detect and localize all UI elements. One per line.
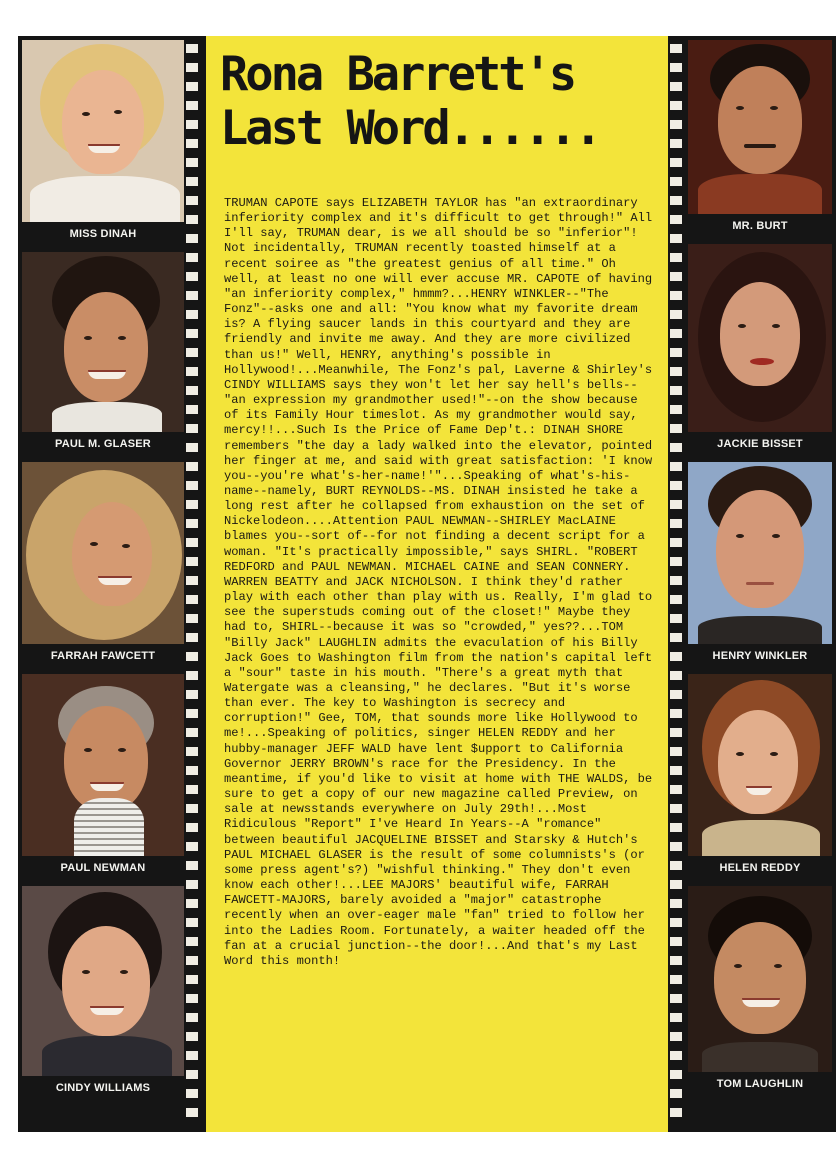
caption-farrah-fawcett: FARRAH FAWCETT — [22, 644, 184, 668]
photo-jackie-bisset — [688, 244, 832, 432]
caption-henry-winkler: HENRY WINKLER — [688, 644, 832, 668]
photo-mr-burt — [688, 40, 832, 214]
photo-frame-miss-dinah — [22, 40, 184, 246]
photo-helen-reddy — [688, 674, 832, 856]
photo-frame-farrah-fawcett — [22, 462, 184, 668]
photo-frame-paul-newman — [22, 674, 184, 880]
article-panel — [206, 36, 668, 1132]
photo-farrah-fawcett — [22, 462, 184, 644]
caption-cindy-williams: CINDY WILLIAMS — [22, 1076, 184, 1100]
photo-frame-jackie-bisset — [688, 244, 832, 456]
caption-paul-newman: PAUL NEWMAN — [22, 856, 184, 880]
photo-frame-henry-winkler — [688, 462, 832, 668]
photo-miss-dinah — [22, 40, 184, 222]
caption-helen-reddy: HELEN REDDY — [688, 856, 832, 880]
title-line-2: Last Word...... — [220, 101, 600, 156]
right-filmstrip — [668, 36, 836, 1132]
left-sprocket-holes — [186, 44, 198, 1124]
caption-mr-burt: MR. BURT — [688, 214, 832, 238]
photo-frame-helen-reddy — [688, 674, 832, 880]
title-line-1: Rona Barrett's — [220, 47, 575, 102]
left-filmstrip — [18, 36, 206, 1132]
caption-tom-laughlin: TOM LAUGHLIN — [688, 1072, 832, 1096]
photo-frame-tom-laughlin — [688, 886, 832, 1096]
right-sprocket-holes — [670, 44, 682, 1124]
article-title — [220, 48, 660, 156]
magazine-page — [18, 36, 836, 1132]
caption-miss-dinah: MISS DINAH — [22, 222, 184, 246]
caption-paul-m-glaser: PAUL M. GLASER — [22, 432, 184, 456]
photo-frame-paul-m-glaser — [22, 252, 184, 456]
caption-jackie-bisset: JACKIE BISSET — [688, 432, 832, 456]
photo-cindy-williams — [22, 886, 184, 1076]
photo-paul-m-glaser — [22, 252, 184, 432]
article-body: TRUMAN CAPOTE says ELIZABETH TAYLOR has "an extraordinary inferiority complex and it's difficult to get through!" All I'll say, TRUMAN dear, is we all should be so "inferior"! Not incidentally, TRUMAN recently toasted himself at a recent soiree as "the greatest genius of all time." Oh well, at least no one will ever accuse MR. CAPOTE of having "an inferiority complex," hmmm?...HENRY WINKLER--"The Fonz"--asks one and all: "You know what my favorite dream is? A flying saucer lands in this courtyard and they are friendly and invite me away. And they are more civilized than us!" Well, HENRY, anything's possible in Hollywood!...Meanwhile, The Fonz's pal, Laverne & Shirley's CINDY WILLIAMS says they won't let her say hell's bells--"an expression my grandmother used!"--on the show because of its Family Hour timeslot. As my grandmother would say, mercy!!...Such Is the Price of Fame Dep't.: DINAH SHORE remembers "the day a lady walked into the elevator, pointed her finger at me, and said with great satisfaction: 'I know you--you're what's-her-name!'"...Speaking of what's-his-name--namely, BURT REYNOLDS--MS. DINAH insisted he take a long rest after he collapsed from exhaustion on the set of Nickelodeon....Attention PAUL NEWMAN--SHIRLEY MacLAINE blames you--sort of--for not finding a decent script for a woman. "It's practically impossible," says SHIRL. "ROBERT REDFORD and PAUL NEWMAN. MICHAEL CAINE and SEAN CONNERY. WARREN BEATTY and JACK NICHOLSON. I think they'd rather play with each other than play with us. Really, I'm glad to see the superstuds coming out of the closet!" Maybe they had to, SHIRL--because it was so "crowded," yes??...TOM "Billy Jack" LAUGHLIN admits the evaculation of his Billy Jack Goes to Washington film from the nation's capital left a "sour" taste in his mouth. "There's a great myth that Watergate was a cleansing," he declares. "But it's worse than ever. The key to Washington is secrecy and corruption!" Gee, TOM, that sounds more like Hollywood to me!...Speaking of politics, singer HELEN REDDY and her hubby-manager JEFF WALD have lent $upport to California Governor JERRY BROWN's race for the Presidency. In the meantime, if you'd like to visit at home with THE WALDS, be sure to get a copy of our new magazine called Preview, on sale at newsstands everywhere on July 29th!...Most Ridiculous "Report" I've Heard In Years--A "romance" between beautiful JACQUELINE BISSET and Starsky & Hutch's PAUL MICHAEL GLASER is the result of some columnists's (or some press agent's?) "wishful thinking." They don't even know each other!...LEE MAJORS' beautiful wife, FARRAH FAWCETT-MAJORS, barely avoided a "major" catastrophe recently when an over-eager male "fan" tried to follow her into the Ladies Room. Fortunately, a waiter headed off the fan at a crucial junction--the door!...And that's my Last Word this month! — [224, 196, 653, 968]
photo-henry-winkler — [688, 462, 832, 644]
photo-paul-newman — [22, 674, 184, 856]
photo-frame-mr-burt — [688, 40, 832, 238]
photo-tom-laughlin — [688, 886, 832, 1072]
photo-frame-cindy-williams — [22, 886, 184, 1100]
